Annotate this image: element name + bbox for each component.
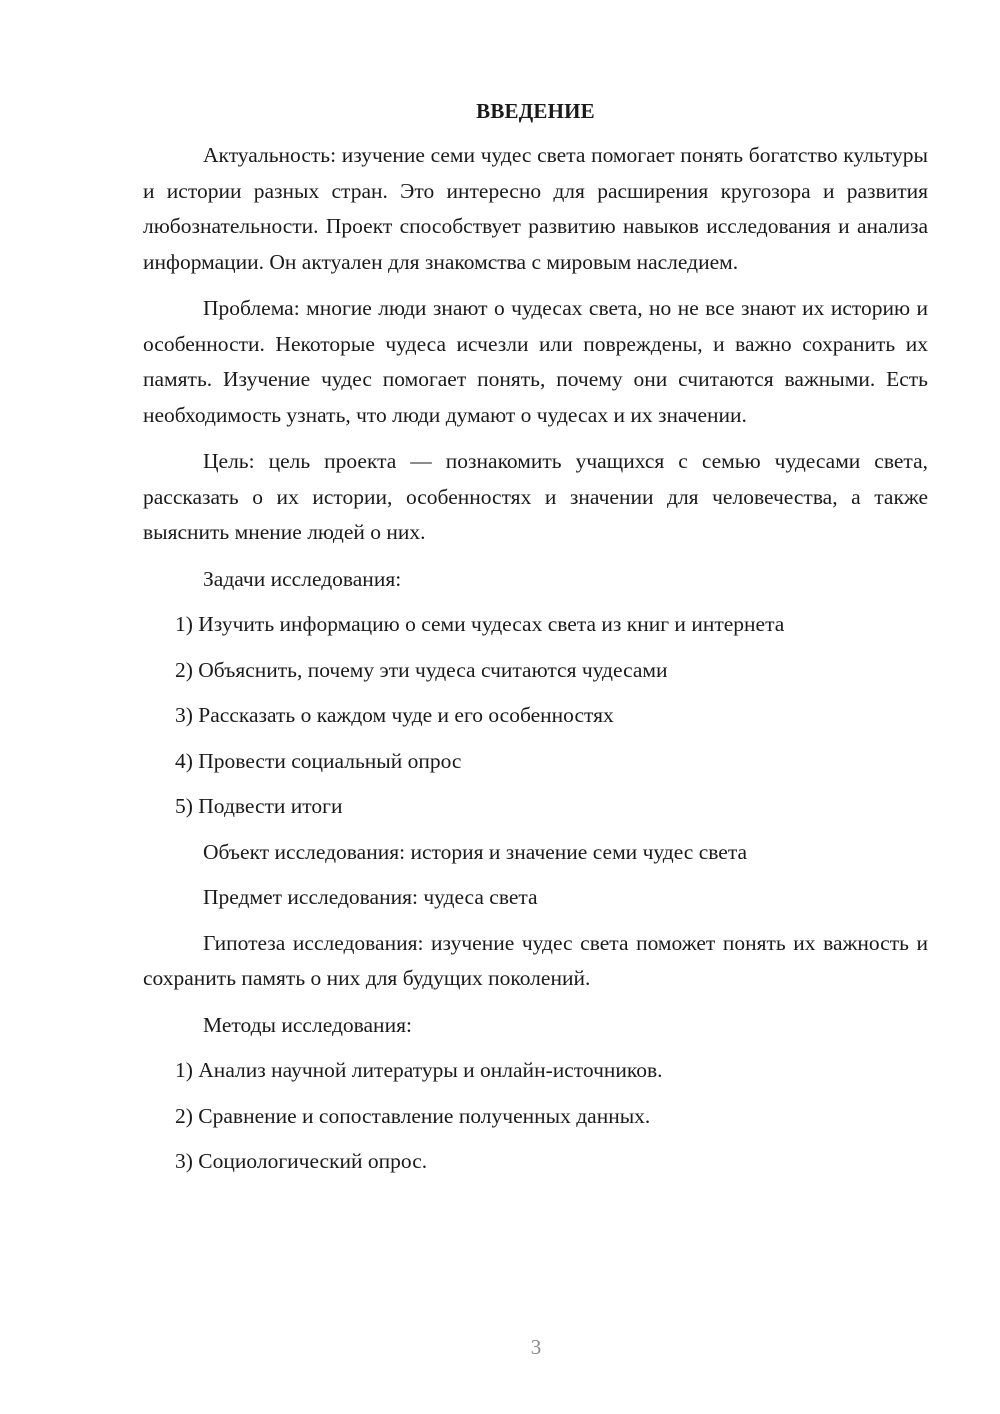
methods-heading: Методы исследования: — [203, 1012, 412, 1037]
task-item-3: 3) Рассказать о каждом чуде и его особенностях — [175, 703, 614, 727]
hypothesis-paragraph: Гипотеза исследования: изучение чудес света поможет понять их важность и сохранить память о них для будущих поколений. — [143, 930, 928, 990]
page-content — [143, 96, 928, 1190]
research-subject: Предмет исследования: чудеса света — [203, 885, 538, 909]
relevance-paragraph: Актуальность: изучение семи чудес света помогает понять богатство культуры и истории разных стран. Это интересно для расширения кругозора и развития любознательности. Проект способствует развитию навыков исследования и анализа информации. Он актуален для знакомства с мировым наследием. — [143, 143, 928, 274]
task-item-2: 2) Объяснить, почему эти чудеса считаются чудесами — [175, 657, 668, 682]
goal-paragraph: Цель: цель проекта — познакомить учащихся с семью чудесами света, рассказать о их истории, особенностях и значении для человечества, а также выяснить мнение людей о них. — [143, 449, 928, 544]
method-item-3: 3) Социологический опрос. — [175, 1149, 428, 1173]
task-item-5: 5) Подвести итоги — [175, 794, 343, 818]
task-item-1: 1) Изучить информацию о семи чудесах света из книг и интернета — [175, 612, 785, 636]
method-item-2: 2) Сравнение и сопоставление полученных данных. — [175, 1103, 651, 1128]
research-object: Объект исследования: история и значение семи чудес света — [203, 839, 748, 864]
method-item-1: 1) Анализ научной литературы и онлайн-источников. — [175, 1058, 663, 1082]
problem-paragraph: Проблема: многие люди знают о чудесах света, но не все знают их историю и особенности. Некоторые чудеса исчезли или повреждены, и важно сохранить их память. Изучение чудес помогает понять, почему они считаются важными. Есть необходимость узнать, что люди думают о чудесах и их значении. — [143, 296, 928, 427]
task-item-4: 4) Провести социальный опрос — [175, 748, 462, 773]
page-number: 3 — [530, 1335, 542, 1359]
page-title: ВВЕДЕНИЕ — [476, 99, 595, 123]
tasks-heading: Задачи исследования: — [203, 566, 402, 591]
